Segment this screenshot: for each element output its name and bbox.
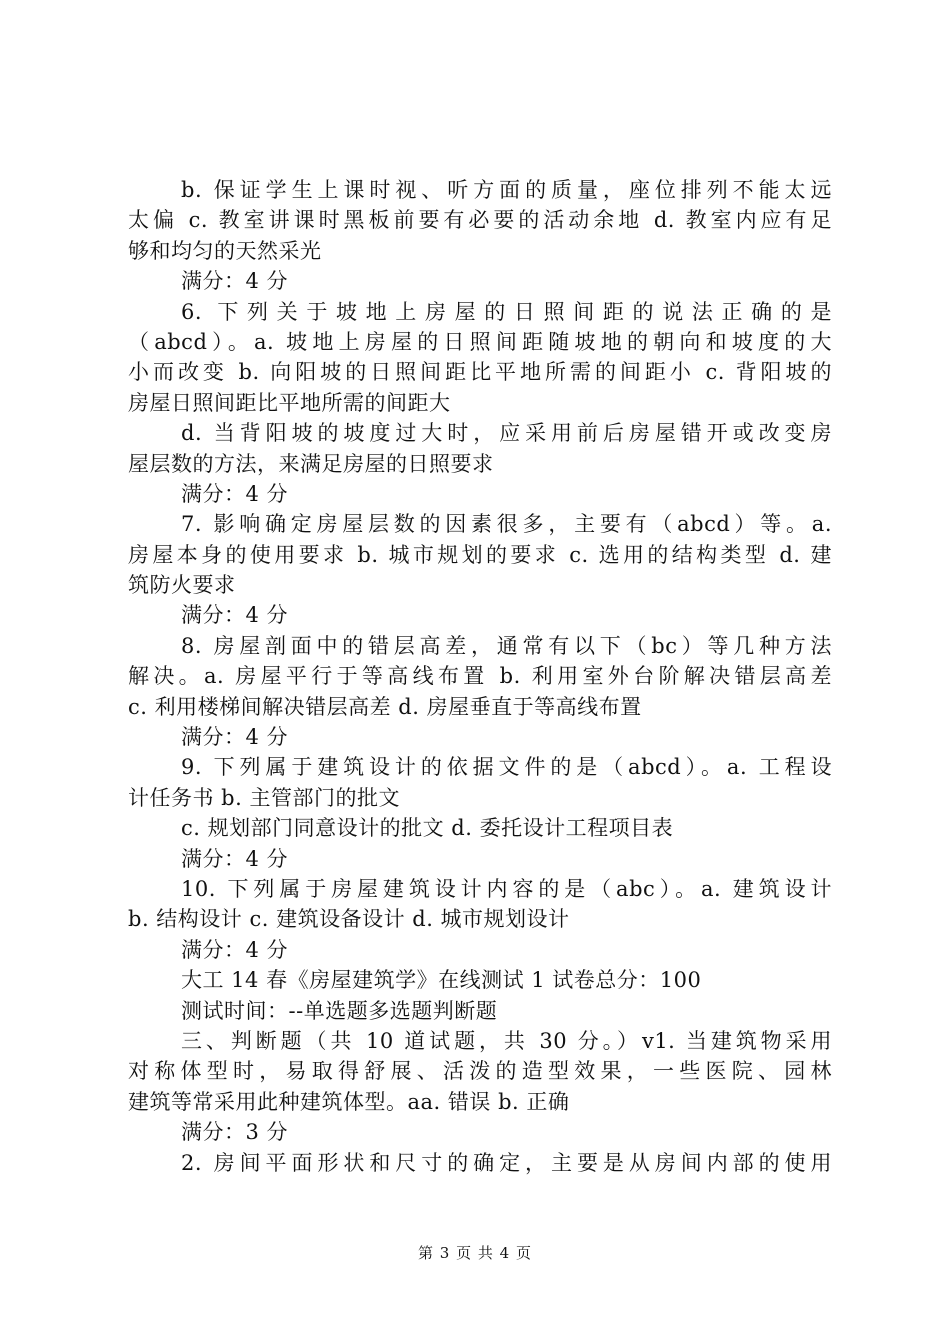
text-line: 三、判断题（共 10 道试题，共 30 分。）v1. 当建筑物采用 bbox=[181, 1028, 832, 1053]
text-line: b. 保证学生上课时视、听方面的质量，座位排列不能太远 bbox=[181, 178, 832, 202]
text-line: 10. 下列属于房屋建筑设计内容的是（abc）。a. 建筑设计 bbox=[181, 876, 832, 901]
text-line: 小而改变 b. 向阳坡的日照间距比平地所需的间距小 c. 背阳坡的 bbox=[128, 360, 832, 385]
text-line: 2. 房间平面形状和尺寸的确定，主要是从房间内部的使用 bbox=[181, 1150, 832, 1175]
text-line: 6. 下列关于坡地上房屋的日照间距的说法正确的是 bbox=[181, 299, 832, 324]
text-line: 满分：4 分 bbox=[181, 603, 289, 628]
text-line: 计任务书 b. 主管部门的批文 bbox=[128, 785, 400, 810]
text-line: 8. 房屋剖面中的错层高差，通常有以下（bc）等几种方法 bbox=[181, 633, 832, 658]
text-line: 7. 影响确定房屋层数的因素很多，主要有（abcd）等。a. bbox=[181, 512, 832, 537]
document-body bbox=[128, 175, 832, 1178]
text-line: 屋层数的方法，来满足房屋的日照要求 bbox=[128, 451, 494, 476]
text-line: 满分：4 分 bbox=[181, 269, 289, 294]
text-line: 满分：4 分 bbox=[181, 846, 289, 871]
text-line: 建筑等常采用此种建筑体型。aa. 错误 b. 正确 bbox=[128, 1089, 570, 1114]
text-line: 满分：3 分 bbox=[181, 1120, 289, 1145]
text-line: 测试时间：--单选题多选题判断题 bbox=[181, 998, 498, 1023]
text-line: 对称体型时，易取得舒展、活泼的造型效果，一些医院、园林 bbox=[128, 1059, 832, 1084]
text-line: 太偏 c. 教室讲课时黑板前要有必要的活动余地 d. 教室内应有足 bbox=[128, 208, 832, 233]
text-line: 满分：4 分 bbox=[181, 481, 289, 506]
text-line: 筑防火要求 bbox=[128, 573, 236, 598]
text-line: 够和均匀的天然采光 bbox=[128, 238, 322, 263]
text-line: d. 当背阳坡的坡度过大时，应采用前后房屋错开或改变房 bbox=[181, 421, 832, 446]
text-line: 大工 14 春《房屋建筑学》在线测试 1 试卷总分：100 bbox=[181, 968, 702, 993]
text-line: 满分：4 分 bbox=[181, 725, 289, 750]
text-line: 房屋日照间距比平地所需的间距大 bbox=[128, 390, 451, 415]
text-line: 满分：4 分 bbox=[181, 937, 289, 962]
text-line: c. 规划部门同意设计的批文 d. 委托设计工程项目表 bbox=[181, 816, 674, 841]
text-line: b. 结构设计 c. 建筑设备设计 d. 城市规划设计 bbox=[128, 907, 570, 932]
text-line: 9. 下列属于建筑设计的依据文件的是（abcd）。a. 工程设 bbox=[181, 755, 832, 780]
text-line: （abcd）。a. 坡地上房屋的日照间距随坡地的朝向和坡度的大 bbox=[128, 329, 832, 354]
text-line: c. 利用楼梯间解决错层高差 d. 房屋垂直于等高线布置 bbox=[128, 694, 642, 719]
page-footer: 第 3 页 共 4 页 bbox=[418, 1244, 532, 1262]
text-line: 解决。a. 房屋平行于等高线布置 b. 利用室外台阶解决错层高差 bbox=[128, 664, 832, 689]
text-line: 房屋本身的使用要求 b. 城市规划的要求 c. 选用的结构类型 d. 建 bbox=[128, 542, 832, 567]
